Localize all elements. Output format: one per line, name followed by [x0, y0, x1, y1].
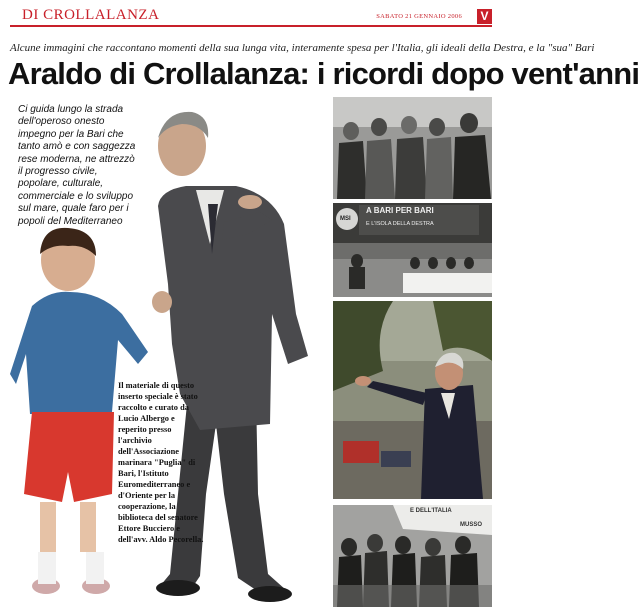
- photo-street: [333, 301, 492, 499]
- section-title: DI CROLLALANZA: [22, 7, 160, 23]
- photo4-banner2: MUSSO: [460, 522, 483, 528]
- intro-text: Ci guida lungo la strada dell'operoso onesto impegno per la Bari che tanto amò e con saggezza rese moderna, ne attrezzò il progresso civile, popolare, culturale, commerciale e lo sviluppo sul mare, quale faro per i popoli del Mediterraneo: [18, 104, 136, 227]
- page-header: [0, 0, 502, 26]
- photo-conference: [333, 203, 492, 297]
- article-headline: Araldo di Crollalanza: i ricordi dopo vent'anni: [8, 56, 639, 91]
- issue-date: SABATO 21 GENNAIO 2006: [376, 13, 462, 20]
- photo4-banner: E DELL'ITALIA: [410, 508, 452, 514]
- photo-rally: [333, 505, 492, 607]
- photo-ceremony: [333, 97, 492, 199]
- header-rule: [10, 25, 492, 27]
- article-subtitle: Alcune immagini che raccontano momenti della sua lunga vita, interamente spesa per l'Italia, gli ideali della Destra, e la "sua" Bari: [10, 42, 595, 54]
- page-letter-badge: V: [477, 9, 492, 24]
- photo2-logo: MSI: [340, 216, 351, 222]
- photo2-subbanner: E L'ISOLA DELLA DESTRA: [366, 221, 434, 227]
- photo2-banner: A BARI PER BARI: [366, 206, 434, 215]
- credit-box: Il materiale di questo inserto speciale è stato raccolto e curato da Lucio Albergo e reperito presso l'archivio dell'Associazione marinara "Puglia" di Bari, l'Istituto Euromediterraneo e d'Oriente per la cooperazione, la biblioteca del senatore Ettore Bucciero e dell'avv. Aldo Pecorella.: [118, 381, 204, 544]
